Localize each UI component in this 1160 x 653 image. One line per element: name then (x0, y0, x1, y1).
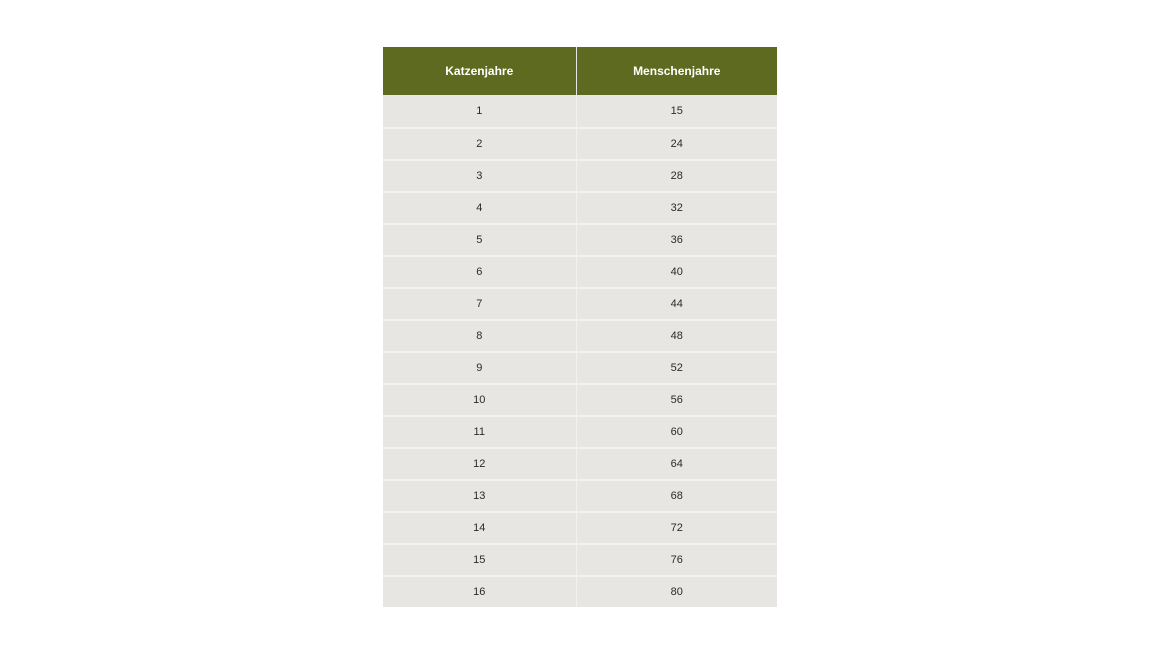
table-row (383, 256, 777, 288)
cell-cat-years: 14 (383, 512, 576, 544)
cell-cat-years: 2 (383, 128, 576, 160)
cell-cat-years: 11 (383, 416, 576, 448)
table-row (383, 544, 777, 576)
header-cat-years: Katzenjahre (383, 47, 576, 95)
cell-human-years: 80 (576, 576, 777, 607)
cell-cat-years: 10 (383, 384, 576, 416)
table-row (383, 352, 777, 384)
table-row (383, 288, 777, 320)
table-row (383, 512, 777, 544)
table-row (383, 576, 777, 607)
cell-human-years: 36 (576, 224, 777, 256)
table-row (383, 384, 777, 416)
cell-human-years: 40 (576, 256, 777, 288)
cell-cat-years: 5 (383, 224, 576, 256)
cell-human-years: 15 (576, 95, 777, 128)
cell-human-years: 60 (576, 416, 777, 448)
cell-human-years: 52 (576, 352, 777, 384)
table-row (383, 95, 777, 128)
header-row (383, 47, 777, 95)
table-row (383, 160, 777, 192)
table-row (383, 224, 777, 256)
table-row (383, 320, 777, 352)
table-body (383, 95, 777, 607)
cell-human-years: 68 (576, 480, 777, 512)
table-row (383, 416, 777, 448)
cell-cat-years: 16 (383, 576, 576, 607)
cell-cat-years: 1 (383, 95, 576, 128)
cell-human-years: 28 (576, 160, 777, 192)
cell-cat-years: 4 (383, 192, 576, 224)
cell-cat-years: 12 (383, 448, 576, 480)
cell-cat-years: 8 (383, 320, 576, 352)
table-row (383, 480, 777, 512)
table-row (383, 192, 777, 224)
cell-human-years: 72 (576, 512, 777, 544)
cell-human-years: 56 (576, 384, 777, 416)
cell-human-years: 44 (576, 288, 777, 320)
header-human-years: Menschenjahre (576, 47, 777, 95)
cell-human-years: 48 (576, 320, 777, 352)
conversion-table-container (383, 47, 777, 607)
cell-cat-years: 13 (383, 480, 576, 512)
table-header (383, 47, 777, 95)
cell-cat-years: 6 (383, 256, 576, 288)
cell-cat-years: 15 (383, 544, 576, 576)
table-row (383, 128, 777, 160)
cell-human-years: 64 (576, 448, 777, 480)
cell-cat-years: 9 (383, 352, 576, 384)
cell-cat-years: 7 (383, 288, 576, 320)
cell-human-years: 24 (576, 128, 777, 160)
cell-cat-years: 3 (383, 160, 576, 192)
cell-human-years: 32 (576, 192, 777, 224)
cell-human-years: 76 (576, 544, 777, 576)
cat-age-conversion-table (383, 47, 777, 607)
table-row (383, 448, 777, 480)
